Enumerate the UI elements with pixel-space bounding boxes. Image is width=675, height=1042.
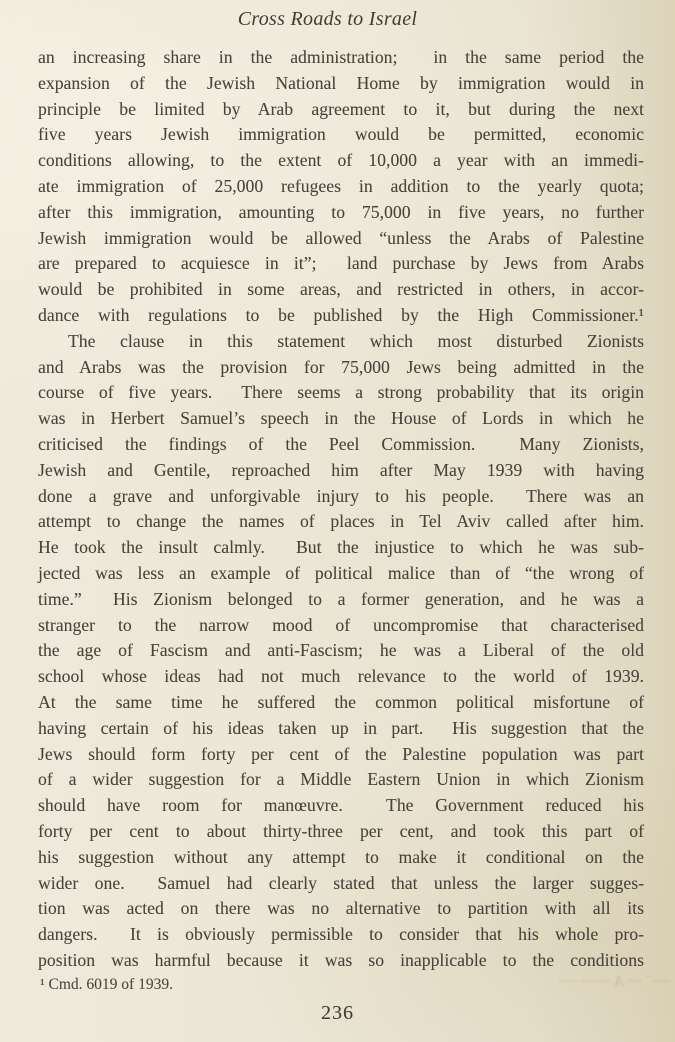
text-line: ate immigration of 25,000 refugees in addition to the yearly quota; bbox=[38, 175, 644, 196]
text-line: time.” His Zionism belonged to a former generation, and he was a bbox=[38, 588, 644, 609]
paragraph-the-clause bbox=[38, 329, 644, 974]
text-line: Jewish immigration would be allowed “unless the Arabs of Palestine bbox=[38, 227, 644, 248]
text-line: conditions allowing, to the extent of 10,000 a year with an immedi- bbox=[38, 150, 644, 171]
text-line: At the same time he suffered the common political misfortune of bbox=[38, 691, 644, 712]
text-line: course of five years. There seems a strong probability that its origin bbox=[38, 382, 644, 403]
text-line: school whose ideas had not much relevance to the world of 1939. bbox=[38, 666, 644, 687]
page-body bbox=[38, 45, 644, 974]
text-line: Jews should form forty per cent of the Palestine population was part bbox=[38, 743, 644, 764]
text-line: Jewish and Gentile, reproached him after May 1939 with having bbox=[38, 459, 644, 480]
text-line: five years Jewish immigration would be permitted, economic bbox=[38, 124, 644, 145]
text-line: principle be limited by Arab agreement to it, but during the next bbox=[38, 98, 644, 119]
show-through-ghost-text: ·····˙ ···· A ········ ····· bbox=[558, 974, 670, 990]
text-line: should have room for manœuvre. The Government reduced his bbox=[38, 795, 644, 816]
text-line: an increasing share in the administration; in the same period the bbox=[38, 47, 644, 67]
text-line: his suggestion without any attempt to make it conditional on the bbox=[38, 846, 644, 867]
text-line: and Arabs was the provision for 75,000 Jews being admitted in the bbox=[38, 356, 644, 377]
text-line: was in Herbert Samuel’s speech in the House of Lords in which he bbox=[38, 408, 644, 429]
page-number: 236 bbox=[321, 1002, 354, 1024]
text-line: position was harmful because it was so inapplicable to the conditions bbox=[38, 949, 644, 970]
running-header-title: Cross Roads to Israel bbox=[237, 8, 418, 30]
text-line: dangers. It is obviously permissible to consider that his whole pro- bbox=[38, 924, 644, 945]
text-line: attempt to change the names of places in Tel Aviv called after him. bbox=[38, 511, 644, 532]
text-line: criticised the findings of the Peel Commission. Many Zionists, bbox=[38, 433, 644, 454]
text-line: of a wider suggestion for a Middle Eastern Union in which Zionism bbox=[38, 769, 644, 790]
footnote: ¹ Cmd. 6019 of 1939. bbox=[40, 976, 173, 993]
text-line: having certain of his ideas taken up in part. His suggestion that the bbox=[38, 717, 644, 738]
text-line: the age of Fascism and anti-Fascism; he was a Liberal of the old bbox=[38, 640, 644, 661]
paragraph-continuation bbox=[38, 45, 644, 329]
text-line: stranger to the narrow mood of uncompromise that characterised bbox=[38, 614, 644, 635]
text-line: jected was less an example of political malice than of “the wrong of bbox=[38, 562, 644, 583]
text-line: dance with regulations to be published by the High Commissioner.¹ bbox=[38, 304, 644, 325]
text-line: after this immigration, amounting to 75,000 in five years, no further bbox=[38, 201, 644, 222]
text-line: are prepared to acquiesce in it”; land purchase by Jews from Arabs bbox=[38, 253, 644, 274]
text-line: tion was acted on there was no alternative to partition with all its bbox=[38, 898, 644, 919]
text-line: He took the insult calmly. But the injustice to which he was sub- bbox=[38, 537, 644, 558]
text-line: forty per cent to about thirty-three per cent, and took this part of bbox=[38, 820, 644, 841]
text-line: wider one. Samuel had clearly stated that unless the larger sugges- bbox=[38, 872, 644, 893]
text-line: done a grave and unforgivable injury to his people. There was an bbox=[38, 485, 644, 506]
text-line: would be prohibited in some areas, and restricted in others, in accor- bbox=[38, 279, 644, 300]
text-line: expansion of the Jewish National Home by immigration would in bbox=[38, 72, 644, 93]
text-line: The clause in this statement which most disturbed Zionists bbox=[68, 330, 644, 351]
